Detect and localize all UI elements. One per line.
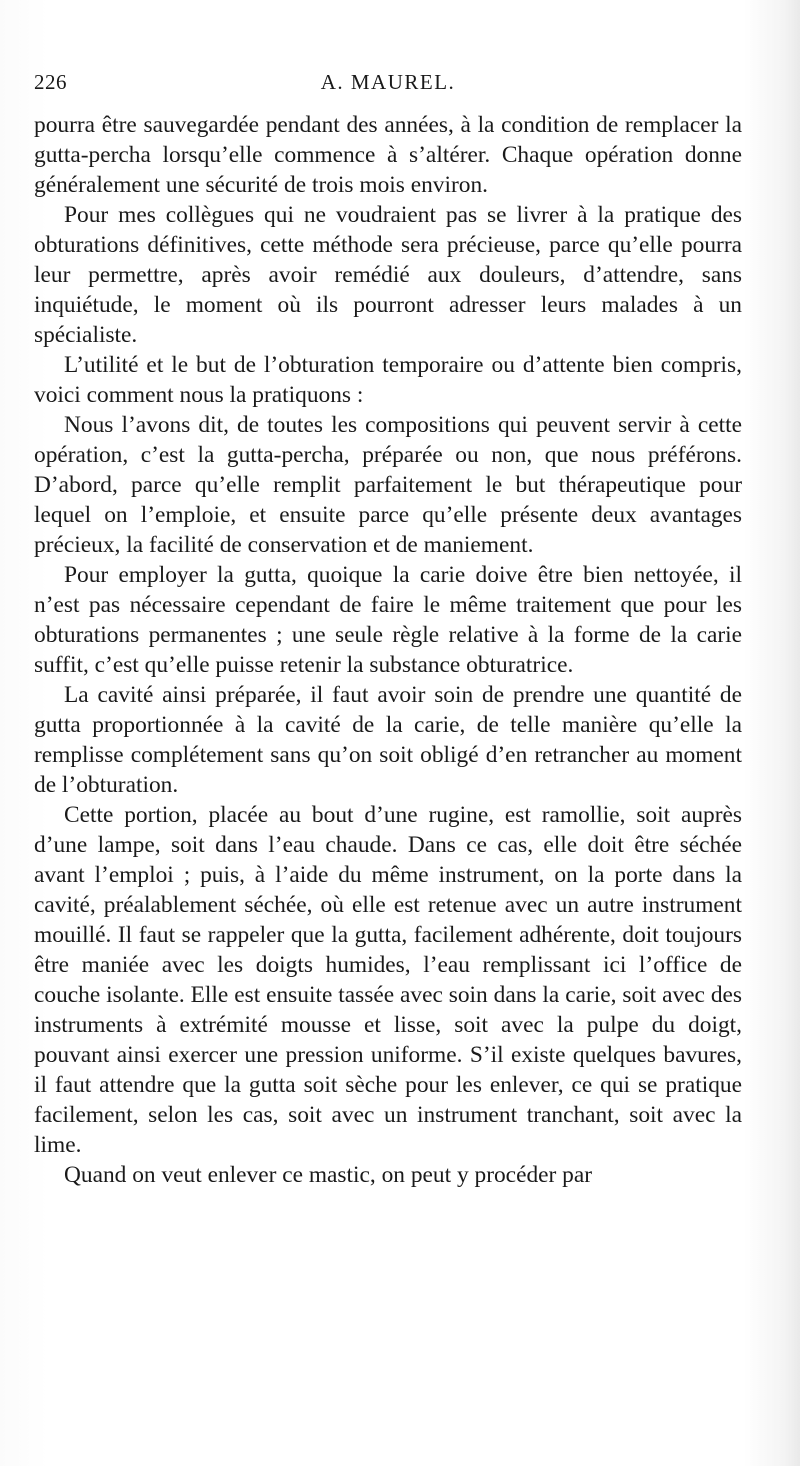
paragraph: Pour employer la gutta, quoique la carie doive être bien nettoyée, il n’est pas nécessaire cependant de faire le même traitement que pour les obturations permanentes ; une seule règle relative à la forme de la carie suffit, c’est qu’elle puisse retenir la substance obturatrice. [34, 562, 742, 678]
paragraph: pourra être sauvegardée pendant des années, à la condition de remplacer la gutta-percha lorsqu’elle commence à s’altérer. Chaque opération donne généralement une sécurité de trois mois environ. [34, 112, 742, 198]
paragraph: L’utilité et le but de l’obturation temporaire ou d’attente bien compris, voici comment nous la pratiquons : [34, 352, 742, 408]
paragraph: La cavité ainsi préparée, il faut avoir soin de prendre une quantité de gutta proportionnée à la cavité de la carie, de telle manière qu’elle la remplisse complétement sans qu’on soit obligé d’en retrancher au moment de l’obturation. [34, 682, 742, 798]
paragraph: Pour mes collègues qui ne voudraient pas se livrer à la pratique des obturations définitives, cette méthode sera précieuse, parce qu’elle pourra leur permettre, après avoir remédié aux douleurs, d’attendre, sans inquiétude, le moment où ils pourront adresser leurs malades à un spécialiste. [34, 202, 742, 348]
page-number: 226 [34, 70, 67, 94]
body-text [34, 110, 742, 1190]
paragraph: Nous l’avons dit, de toutes les compositions qui peuvent servir à cette opération, c’est la gutta-percha, préparée ou non, que nous préférons. D’abord, parce qu’elle remplit parfaitement le but thérapeutique pour lequel on l’emploie, et ensuite parce qu’elle présente deux avantages précieux, la facilité de conservation et de maniement. [34, 412, 742, 558]
running-head: A. MAUREL. [320, 70, 456, 94]
paragraph: Cette portion, placée au bout d’une rugine, est ramollie, soit auprès d’une lampe, soit dans l’eau chaude. Dans ce cas, elle doit être séchée avant l’emploi ; puis, à l’aide du même instrument, on la porte dans la cavité, préalablement séchée, où elle est retenue avec un autre instrument mouillé. Il faut se rappeler que la gutta, facilement adhérente, doit toujours être maniée avec les doigts humides, l’eau remplissant ici l’office de couche isolante. Elle est ensuite tassée avec soin dans la carie, soit avec des instruments à extrémité mousse et lisse, soit avec la pulpe du doigt, pouvant ainsi exercer une pression uniforme. S’il existe quelques bavures, il faut attendre que la gutta soit sèche pour les enlever, ce qui se pratique facilement, selon les cas, soit avec un instrument tranchant, soit avec la lime. [34, 802, 742, 1158]
page-header [34, 70, 742, 100]
paragraph: Quand on veut enlever ce mastic, on peut y procéder par [64, 1162, 593, 1188]
